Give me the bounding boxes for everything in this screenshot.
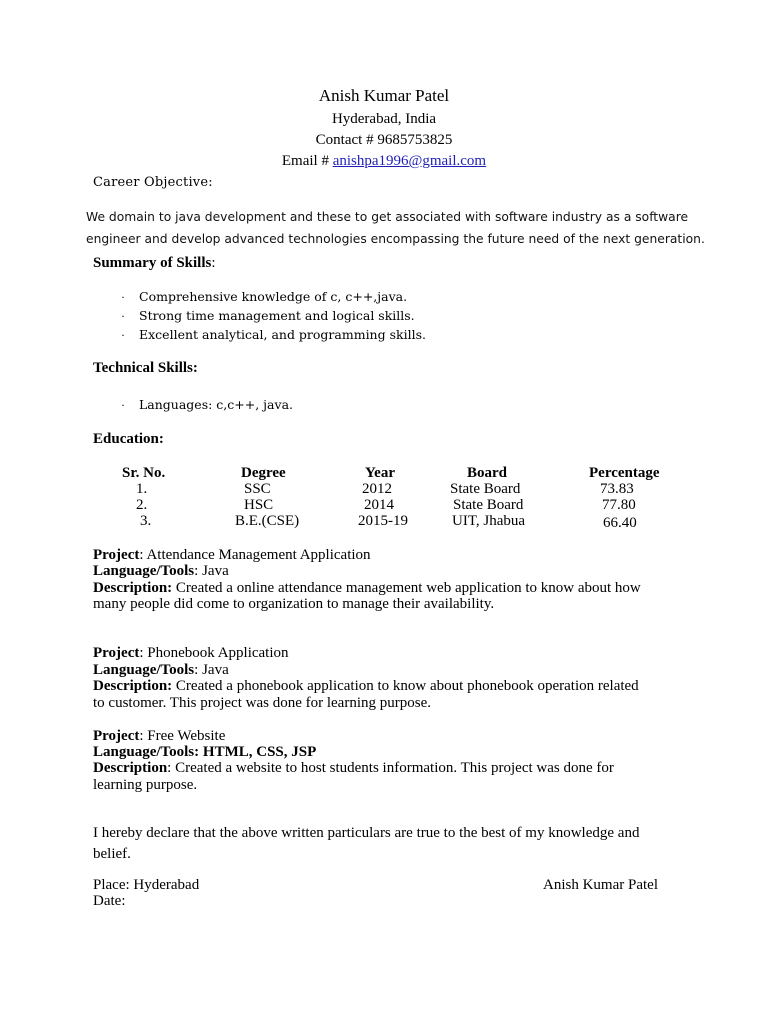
col-header-sr-no: Sr. No. <box>122 465 166 481</box>
skills-heading <box>93 255 216 272</box>
col-header-year: Year <box>365 465 395 481</box>
project-1-tools <box>93 563 229 580</box>
career-objective-line-2: engineer and develop advanced technologies encompassing the future need of the next generation. <box>86 232 705 246</box>
date: Date: <box>93 893 126 909</box>
project-3-description-line-2: learning purpose. <box>93 777 198 793</box>
table-cell: 2012 <box>362 481 392 497</box>
project-name: : Free Website <box>139 728 226 744</box>
table-cell: 2014 <box>364 497 394 513</box>
tools-label: Language/Tools: <box>93 744 200 760</box>
table-cell: 3. <box>140 513 152 529</box>
description-text: Created a phonebook application to know about phonebook operation related <box>172 678 639 694</box>
description-label: Description: <box>93 678 173 694</box>
project-3-title <box>93 728 225 745</box>
career-objective-heading: Career Objective: <box>93 175 213 190</box>
project-3-description <box>93 760 614 777</box>
career-objective-line-1: We domain to java development and these to get associated with software industry as a software <box>86 210 689 224</box>
project-name: : Phonebook Application <box>139 645 289 661</box>
table-cell: State Board <box>450 481 521 497</box>
description-label: Description: <box>93 580 173 596</box>
skill-item-3: Excellent analytical, and programming skills. <box>139 327 426 342</box>
tools-value: : Java <box>194 563 229 579</box>
place: Place: Hyderabad <box>93 877 200 893</box>
table-cell: B.E.(CSE) <box>235 513 300 529</box>
tools-value: HTML, CSS, JSP <box>199 744 317 760</box>
email-link[interactable]: anishpa1996@gmail.com <box>332 153 487 169</box>
email-prefix: Email # <box>281 153 333 169</box>
project-1-description <box>93 580 641 597</box>
project-2-tools <box>93 662 229 679</box>
tools-value: : Java <box>194 662 229 678</box>
signature-name: Anish Kumar Patel <box>543 877 658 893</box>
skills-heading-colon: : <box>211 255 216 271</box>
table-cell: SSC <box>244 481 271 497</box>
project-2-description <box>93 678 639 695</box>
declaration-line-1: I hereby declare that the above written particulars are true to the best of my knowledge and <box>93 825 640 841</box>
skill-item-1: Comprehensive knowledge of c, c++,java. <box>139 289 408 304</box>
project-1-description-line-2: many people did come to organization to manage their availability. <box>93 596 495 612</box>
table-cell: 73.83 <box>600 481 634 497</box>
table-cell: 2015-19 <box>358 513 408 529</box>
description-text: Created a online attendance management web application to know about how <box>172 580 641 596</box>
table-cell: 2. <box>136 497 148 513</box>
technical-skills-heading: Technical Skills: <box>93 360 198 376</box>
education-heading: Education: <box>93 431 164 447</box>
skills-heading-text: Summary of Skills <box>93 255 212 271</box>
project-1-title <box>93 547 371 564</box>
col-header-board: Board <box>467 465 508 481</box>
bullet-icon: · <box>121 328 125 342</box>
table-cell: 1. <box>136 481 148 497</box>
bullet-icon: · <box>121 398 125 412</box>
col-header-percentage: Percentage <box>589 465 660 481</box>
resume-name: Anish Kumar Patel <box>318 86 450 105</box>
bullet-icon: · <box>121 290 125 304</box>
description-label: Description <box>93 760 168 776</box>
col-header-degree: Degree <box>241 465 286 481</box>
table-cell: 77.80 <box>602 497 636 513</box>
project-3-tools <box>93 744 316 761</box>
bullet-icon: · <box>121 309 125 323</box>
project-label: Project <box>93 728 140 744</box>
project-2-title <box>93 645 289 662</box>
description-text: : Created a website to host students information. This project was done for <box>167 760 614 776</box>
project-name: : Attendance Management Application <box>139 547 371 563</box>
table-cell: UIT, Jhabua <box>452 513 526 529</box>
tools-label: Language/Tools <box>93 563 195 579</box>
technical-skill-item: Languages: c,c++, java. <box>139 397 293 412</box>
skill-item-2: Strong time management and logical skills. <box>139 308 415 323</box>
project-label: Project <box>93 547 140 563</box>
contact-number: Contact # 9685753825 <box>315 132 453 148</box>
email-line <box>0 153 768 170</box>
declaration-line-2: belief. <box>93 846 131 862</box>
tools-label: Language/Tools <box>93 662 195 678</box>
location: Hyderabad, India <box>331 111 437 127</box>
table-cell: HSC <box>244 497 274 513</box>
project-label: Project <box>93 645 140 661</box>
table-cell: State Board <box>453 497 524 513</box>
project-2-description-line-2: to customer. This project was done for learning purpose. <box>93 695 431 711</box>
table-cell: 66.40 <box>603 515 637 531</box>
